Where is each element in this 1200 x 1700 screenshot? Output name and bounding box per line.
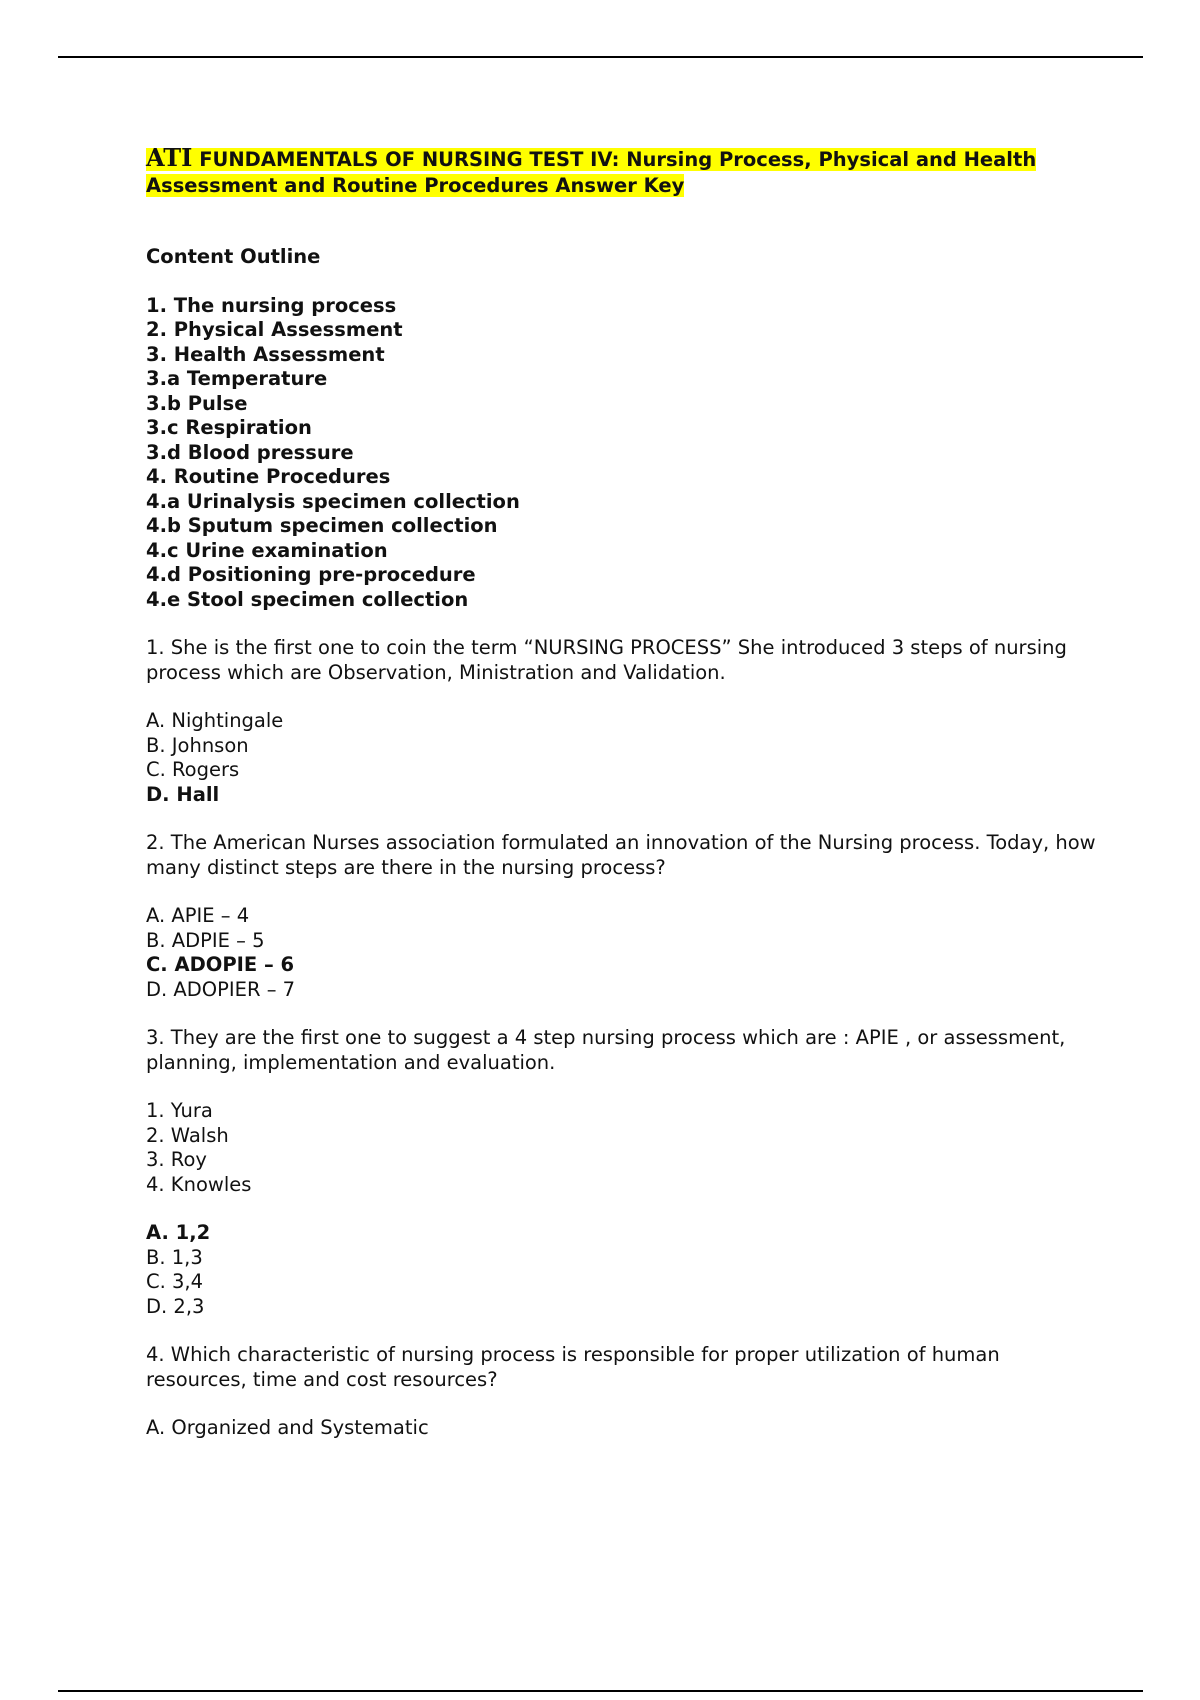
sub-item: 3. Roy	[146, 1148, 207, 1171]
bottom-rule	[58, 1690, 1143, 1692]
outline-item: 4. Routine Procedures	[146, 465, 391, 488]
document-body	[146, 145, 1096, 1441]
question-2-options	[146, 904, 1096, 1002]
outline-item: 1. The nursing process	[146, 293, 397, 317]
question-2-text: 2. The American Nurses association formulated an innovation of the Nursing process. Today, how many distinct steps are there in the nursing process?	[146, 831, 1096, 879]
title-prefix: ATI	[146, 143, 193, 172]
outline-item: 4.b Sputum specimen collection	[146, 514, 498, 537]
outline-item: 2. Physical Assessment	[146, 318, 403, 341]
outline-item: 3.d Blood pressure	[146, 440, 354, 464]
answer-option: C. 3,4	[146, 1270, 204, 1293]
outline-item: 3. Health Assessment	[146, 342, 385, 366]
answer-option: B. Johnson	[146, 733, 249, 757]
answer-option: A. APIE – 4	[146, 904, 250, 927]
answer-option: A. Organized and Systematic	[146, 1416, 429, 1439]
question-3-sub-items	[146, 1099, 1096, 1197]
outline-item: 4.e Stool specimen collection	[146, 587, 469, 611]
top-rule	[58, 56, 1143, 58]
title-text: FUNDAMENTALS OF NURSING TEST IV: Nursing Process, Physical and Health Assessment and Routine Procedures Answer Key	[146, 148, 1037, 197]
question-3-text: 3. They are the first one to suggest a 4 step nursing process which are : APIE , or assessment, planning, implementation and evaluation.	[146, 1026, 1066, 1074]
answer-option: D. 2,3	[146, 1294, 205, 1318]
answer-option: B. ADPIE – 5	[146, 928, 265, 952]
question-3-options	[146, 1221, 1096, 1319]
question-4-text: 4. Which characteristic of nursing process is responsible for proper utilization of human resources, time and cost resources?	[146, 1343, 1000, 1391]
answer-option: C. Rogers	[146, 758, 240, 781]
sub-item: 4. Knowles	[146, 1172, 252, 1196]
outline-item: 4.a Urinalysis specimen collection	[146, 489, 520, 513]
outline-item: 3.b Pulse	[146, 391, 248, 415]
question-1-text: 1. She is the first one to coin the term “NURSING PROCESS” She introduced 3 steps of nursing process which are Observation, Ministration and Validation.	[146, 636, 1067, 684]
document-title	[146, 145, 1096, 199]
correct-answer-option: D. Hall	[146, 782, 220, 806]
sub-item: 1. Yura	[146, 1099, 213, 1122]
answer-option: B. 1,3	[146, 1245, 203, 1269]
question-4-options	[146, 1416, 1096, 1441]
outline-item: 3.c Respiration	[146, 416, 312, 439]
correct-answer-option: A. 1,2	[146, 1221, 211, 1244]
content-outline	[146, 294, 1096, 613]
sub-item: 2. Walsh	[146, 1123, 229, 1147]
answer-option: D. ADOPIER – 7	[146, 977, 296, 1001]
correct-answer-option: C. ADOPIE – 6	[146, 953, 295, 976]
outline-heading: Content Outline	[146, 245, 321, 268]
outline-item: 3.a Temperature	[146, 367, 328, 390]
outline-item: 4.c Urine examination	[146, 538, 388, 562]
answer-option: A. Nightingale	[146, 709, 284, 732]
outline-item: 4.d Positioning pre-procedure	[146, 563, 476, 586]
question-1-options	[146, 709, 1096, 807]
